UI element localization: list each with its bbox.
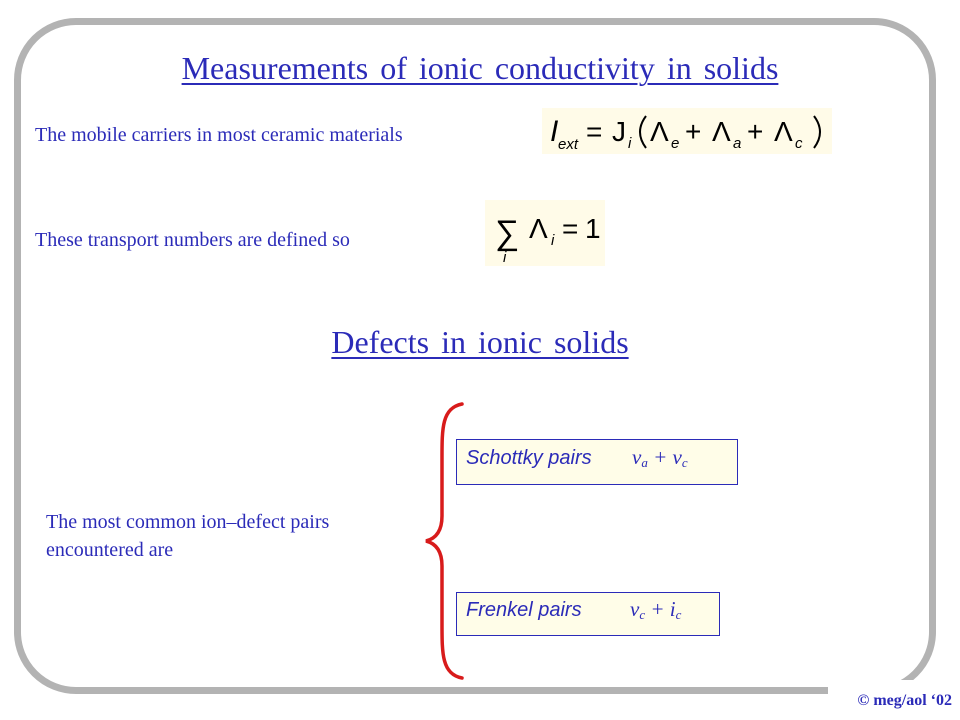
eq1-j-sub: i [628,135,632,152]
eq1-sub-e: e [671,135,680,152]
defects-heading: Defects in ionic solids [331,324,629,360]
mobile-carriers-text: The mobile carriers in most ceramic materials [35,124,403,146]
eq1-lhs: I [550,115,559,148]
eq1-left-paren [640,116,646,148]
eq1-sub-c: c [795,135,803,152]
eq2-one: 1 [585,213,601,244]
slide-title: Measurements of ionic conductivity in solids [181,50,779,86]
eq1-lhs-sub: ext [558,136,579,153]
eq1-lambda-c: Λ [774,116,793,147]
transport-numbers-text: These transport numbers are defined so [35,229,350,251]
schottky-formula: $v_a + v_c$ [632,445,688,470]
schottky-pairs-box [456,439,738,485]
eq1-lambda-a: Λ [712,116,731,147]
conductivity-equation [542,108,832,154]
defect-pairs-intro-line-2: encountered are [46,539,174,561]
eq2-equals: = [562,213,579,244]
eq1-right-paren [814,116,820,148]
copyright-text: © meg/aol ‘02 [857,692,952,709]
eq2-lambda-sub: i [551,232,555,249]
frenkel-pairs-box [456,592,720,636]
eq1-lambda-e: Λ [650,116,669,147]
eq1-plus-2: + [747,116,764,147]
eq1-plus-1: + [685,116,702,147]
eq1-sub-a: a [733,135,742,152]
sum-equation [485,200,605,266]
frenkel-formula: $v_c + i_c$ [630,597,682,622]
footer-credit [828,680,960,720]
eq2-lambda: Λ [529,213,548,244]
eq2-sum: ∑ [495,214,520,252]
defect-pairs-intro [46,508,329,564]
eq1-j: J [612,116,626,147]
defect-pairs-intro-line-1: The most common ion–defect pairs [46,511,330,533]
schottky-label: Schottky pairs [466,447,592,469]
frenkel-label: Frenkel pairs [466,599,582,621]
eq2-sum-sub: i [503,249,507,266]
eq1-equals: = [586,116,603,147]
